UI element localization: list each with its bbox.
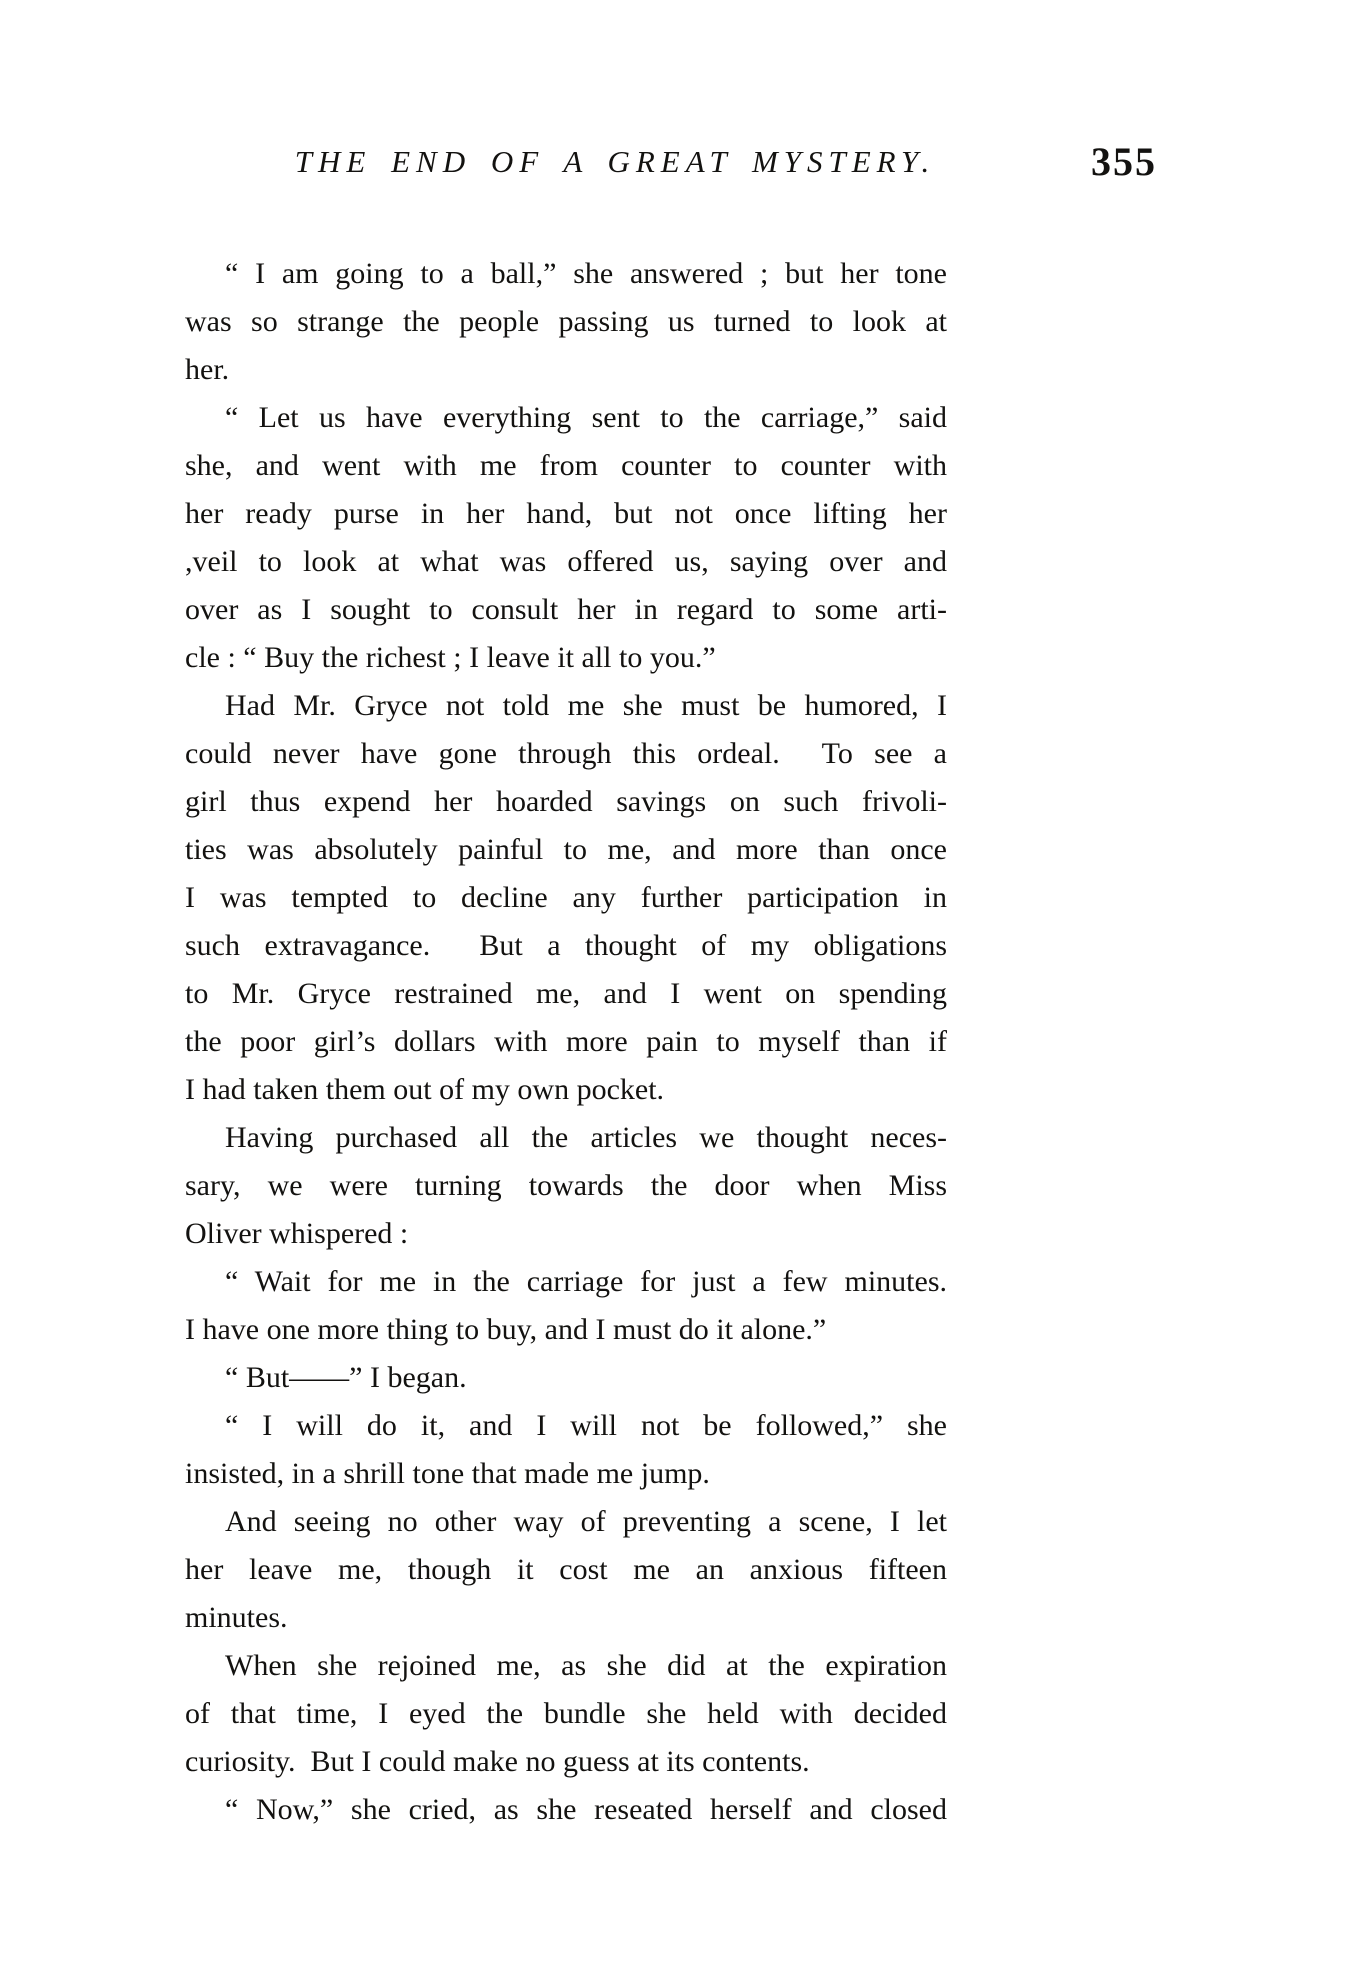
text-line: the poor girl’s dollars with more pain to myself than if bbox=[185, 1025, 947, 1058]
text-line: “ I will do it, and I will not be followed,” she bbox=[225, 1409, 947, 1442]
text-line: curiosity. But I could make no guess at its contents. bbox=[185, 1745, 810, 1778]
text-line: “ Now,” she cried, as she reseated herself and closed bbox=[225, 1793, 947, 1826]
chapter-title: THE END OF A GREAT MYSTERY. bbox=[294, 144, 936, 179]
text-line: minutes. bbox=[185, 1601, 288, 1634]
text-line: “ Let us have everything sent to the carriage,” said bbox=[225, 401, 947, 434]
text-line: to Mr. Gryce restrained me, and I went on spending bbox=[185, 977, 947, 1010]
text-line: Had Mr. Gryce not told me she must be humored, I bbox=[225, 689, 947, 722]
text-line: over as I sought to consult her in regard to some arti- bbox=[185, 593, 947, 626]
text-line: girl thus expend her hoarded savings on such frivoli- bbox=[185, 785, 947, 818]
page-number: 355 bbox=[1091, 139, 1157, 184]
text-line: cle : “ Buy the richest ; I leave it all to you.” bbox=[185, 641, 716, 674]
text-line: I was tempted to decline any further participation in bbox=[185, 881, 947, 914]
text-line: And seeing no other way of preventing a scene, I let bbox=[225, 1505, 947, 1538]
paragraph bbox=[185, 682, 947, 1114]
text-line: ties was absolutely painful to me, and more than once bbox=[185, 833, 947, 866]
text-line: of that time, I eyed the bundle she held with decided bbox=[185, 1697, 947, 1730]
text-line: Oliver whispered : bbox=[185, 1217, 409, 1250]
text-line: sary, we were turning towards the door when Miss bbox=[185, 1169, 947, 1202]
text-line: I had taken them out of my own pocket. bbox=[185, 1073, 665, 1106]
paragraph bbox=[185, 394, 947, 682]
text-line: insisted, in a shrill tone that made me jump. bbox=[185, 1457, 710, 1490]
text-line: her. bbox=[185, 353, 230, 386]
text-line: When she rejoined me, as she did at the expiration bbox=[225, 1649, 947, 1682]
text-line: Having purchased all the articles we thought neces- bbox=[225, 1121, 947, 1154]
paragraph bbox=[185, 1258, 947, 1354]
text-column bbox=[185, 250, 947, 1834]
text-line: her ready purse in her hand, but not once lifting her bbox=[185, 497, 947, 530]
paragraph bbox=[185, 1402, 947, 1498]
text-line: was so strange the people passing us turned to look at bbox=[185, 305, 947, 338]
paragraph bbox=[185, 1498, 947, 1642]
text-line: she, and went with me from counter to counter with bbox=[185, 449, 947, 482]
paragraph bbox=[185, 1642, 947, 1786]
paragraph bbox=[185, 1354, 947, 1402]
paragraph bbox=[185, 1114, 947, 1258]
text-line: “ Wait for me in the carriage for just a few minutes. bbox=[225, 1265, 947, 1298]
text-line: could never have gone through this ordeal. To see a bbox=[185, 737, 947, 770]
paragraph bbox=[185, 1786, 947, 1834]
text-line: “ But——” I began. bbox=[225, 1361, 467, 1394]
text-line: such extravagance. But a thought of my obligations bbox=[185, 929, 947, 962]
running-head bbox=[185, 138, 1165, 190]
text-line: ,veil to look at what was offered us, saying over and bbox=[185, 545, 947, 578]
paragraph bbox=[185, 250, 947, 394]
text-line: “ I am going to a ball,” she answered ; but her tone bbox=[225, 257, 947, 290]
text-line: her leave me, though it cost me an anxious fifteen bbox=[185, 1553, 947, 1586]
text-line: I have one more thing to buy, and I must do it alone.” bbox=[185, 1313, 827, 1346]
